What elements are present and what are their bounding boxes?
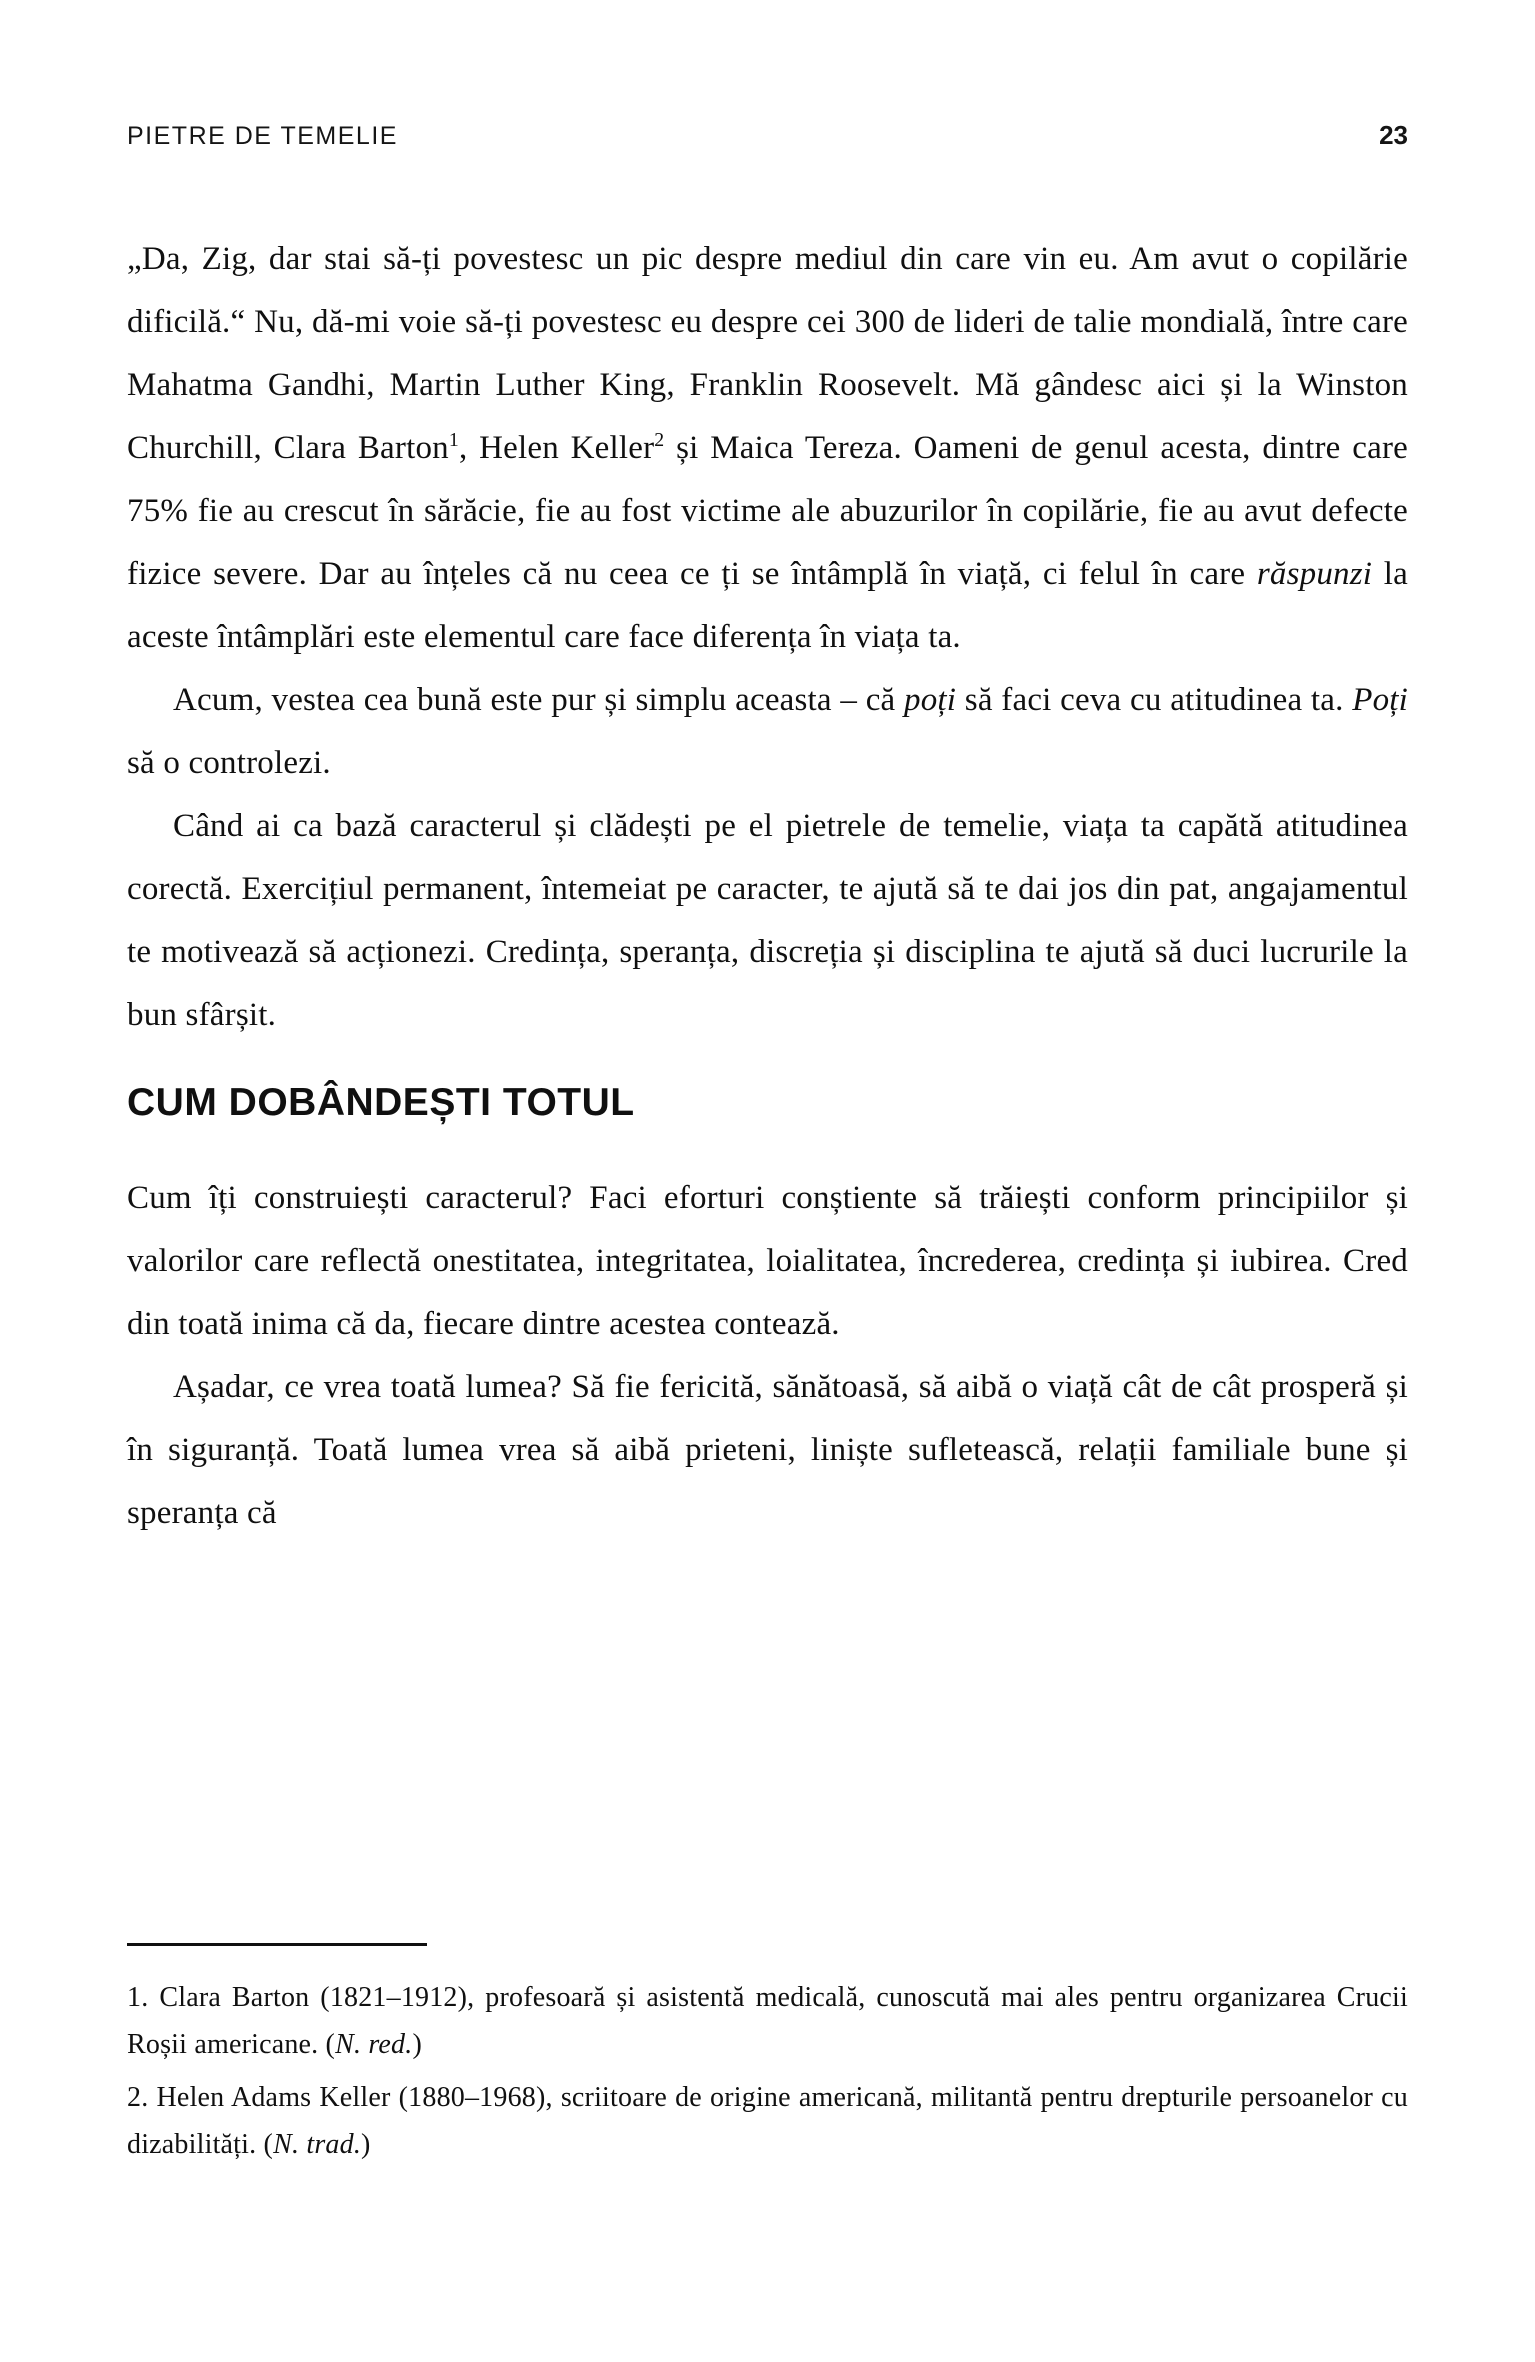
page-number: 23	[1379, 120, 1408, 150]
text-run: și Maica Tereza. Oameni de genul acesta, dintre care 75% fie au crescut în sărăcie, fie au fost victime ale abuzurilor în copilărie, fie au avut defecte fizice severe. Dar au înțeles că nu ceea ce ți se întâmplă în viață, ci felul în care	[127, 430, 1408, 592]
text-run: , Helen Keller	[458, 430, 655, 466]
text-run: )	[412, 2029, 422, 2060]
text-run: )	[361, 2129, 371, 2160]
footnote-item	[127, 2074, 1408, 2168]
paragraph	[127, 669, 1408, 795]
page-header	[127, 120, 1408, 151]
section-heading: CUM DOBÂNDEȘTI TOTUL	[127, 1081, 635, 1124]
emphasis-text: N. red.	[335, 2029, 413, 2060]
running-header-title: PIETRE DE TEMELIE	[127, 122, 398, 150]
text-run: să o controlezi.	[127, 745, 331, 781]
footnote-reference: 1	[448, 429, 459, 451]
text-run: 2. Helen Adams Keller (1880–1968), scriitoare de origine americană, militantă pentru drepturile persoanelor cu dizabilități. (	[127, 2082, 1408, 2160]
text-run: Acum, vestea cea bună este pur și simplu aceasta – că	[173, 682, 905, 718]
emphasis-text: răspunzi	[1256, 556, 1373, 592]
footnote-reference: 2	[654, 429, 665, 451]
text-run: Așadar, ce vrea toată lumea? Să fie fericită, sănătoasă, să aibă o viață cât de cât prosperă și în siguranță. Toată lumea vrea să aibă prieteni, liniște sufletească, relații familiale bune și speranța că	[127, 1369, 1408, 1531]
footnotes-list	[127, 1974, 1408, 2168]
body-text	[127, 228, 1408, 1545]
paragraph	[127, 228, 1408, 669]
paragraph	[127, 1356, 1408, 1545]
text-run: Când ai ca bază caracterul și clădești pe el pietrele de temelie, viața ta capătă atitudinea corectă. Exercițiul permanent, întemeiat pe caracter, te ajută să te dai jos din pat, angajamentul te motivează să acționezi. Credința, speranța, discreția și disciplina te ajută să duci lucrurile la bun sfârșit.	[127, 808, 1408, 1033]
emphasis-text: Poți	[1352, 682, 1409, 718]
text-run: „Da, Zig, dar stai să-ți povestesc un pic despre mediul din care vin eu. Am avut o copilărie dificilă.“ Nu, dă-mi voie să-ți povestesc eu despre cei 300 de lideri de talie mondială, între care Mahatma Gandhi, Martin Luther King, Franklin Roosevelt. Mă gândesc aici și la Winston Churchill, Clara Barton	[127, 241, 1408, 466]
text-run: să faci ceva cu atitudinea ta.	[956, 682, 1353, 718]
footnote-item	[127, 1974, 1408, 2068]
text-run: 1. Clara Barton (1821–1912), profesoară și asistentă medicală, cunoscută mai ales pentru organizarea Crucii Roșii americane. (	[127, 1982, 1408, 2060]
footnote-separator	[127, 1943, 427, 1946]
paragraph	[127, 795, 1408, 1047]
paragraph	[127, 1167, 1408, 1356]
text-run: Cum îți construiești caracterul? Faci eforturi conștiente să trăiești conform principiilor și valorilor care reflectă onestitatea, integritatea, loialitatea, încrederea, credința și iubirea. Cred din toată inima că da, fiecare dintre acestea contează.	[127, 1180, 1408, 1342]
emphasis-text: N. trad.	[273, 2129, 362, 2160]
footnotes-section	[127, 1943, 1408, 2168]
text-run: la aceste întâmplări este elementul care face diferența în viața ta.	[127, 556, 1408, 655]
emphasis-text: poți	[904, 682, 957, 718]
